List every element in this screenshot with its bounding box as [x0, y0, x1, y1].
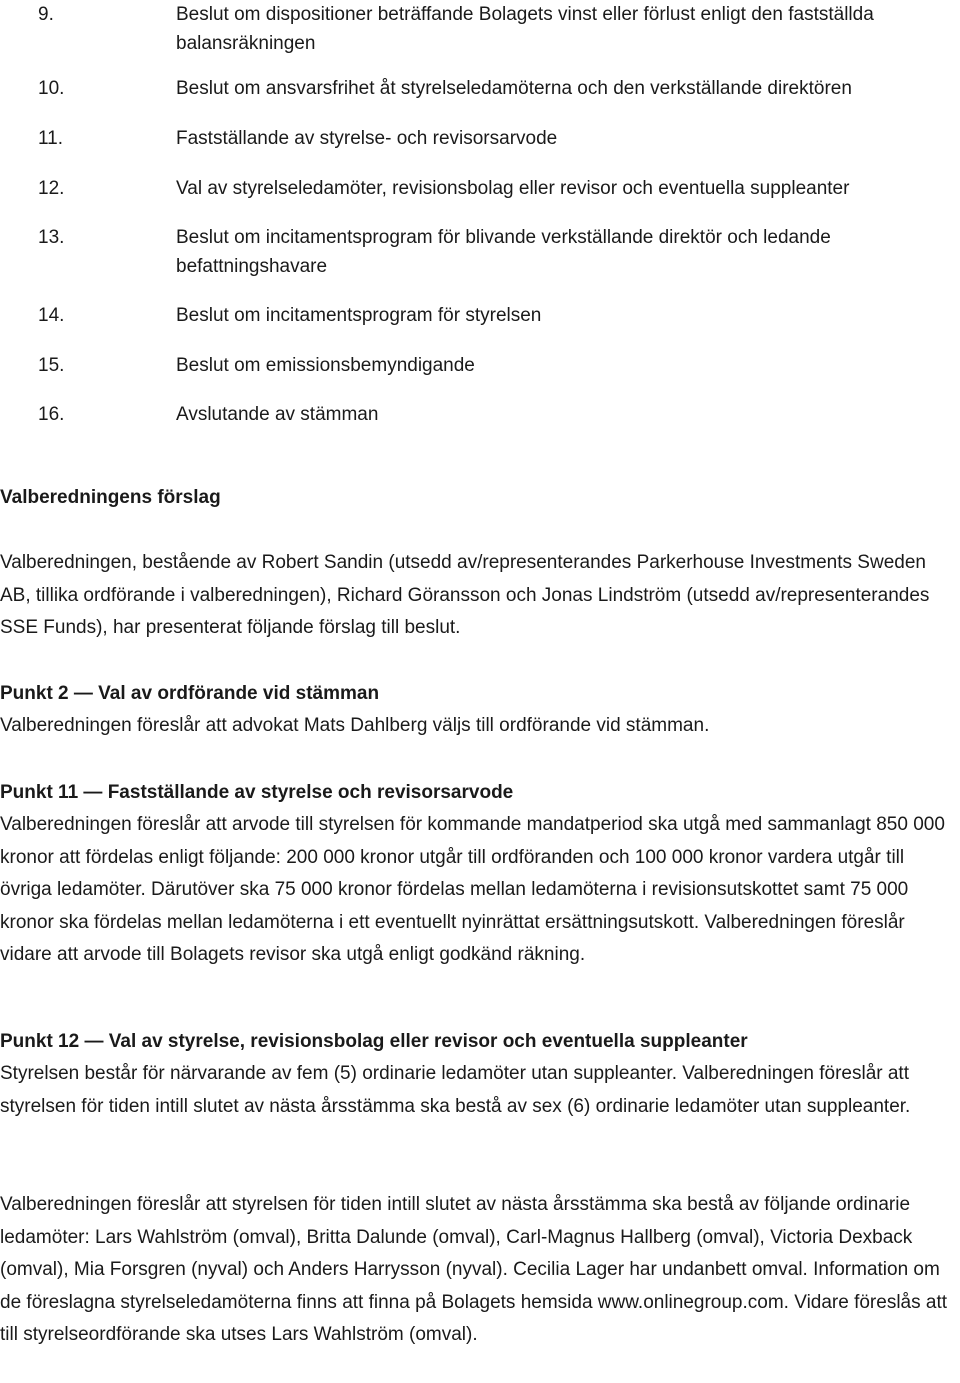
agenda-text: Beslut om incitamentsprogram för blivande verkställande direktör och ledande befattningshavare: [176, 227, 831, 277]
punkt11-heading: Punkt 11 — Fastställande av styrelse och revisorsarvode: [0, 782, 514, 803]
agenda-text: Beslut om emissionsbemyndigande: [176, 355, 475, 376]
agenda-number: 16.: [38, 404, 65, 425]
punkt12-heading: Punkt 12 — Val av styrelse, revisionsbolag eller revisor och eventuella suppleanter: [0, 1031, 748, 1052]
agenda-number: 13.: [38, 227, 65, 248]
agenda-number: 12.: [38, 178, 65, 199]
agenda-text: Fastställande av styrelse- och revisorsarvode: [176, 128, 558, 149]
punkt11-body: Valberedningen föreslår att arvode till styrelsen för kommande mandatperiod ska utgå med sammanlagt 850 000 kronor att fördelas enligt följande: 200 000 kronor utgår till ordföranden och 100 000 kronor vardera utgår till övriga ledamöter. Därutöver ska 75 000 kronor fördelas mellan ledamöterna i revisionsutskottet samt 75 000 kronor ska fördelas mellan ledamöterna i ett eventuellt nyinrättat ersättningsutskott. Valberedningen föreslår vidare att arvode till Bolagets revisor ska utgå enligt godkänd räkning.: [0, 814, 945, 965]
section-intro: Valberedningen, bestående av Robert Sandin (utsedd av/representerandes Parkerhouse Investments Sweden AB, tillika ordförande i valberedningen), Richard Göransson och Jonas Lindström (utsedd av/representerandes SSE Funds), har presenterat följande förslag till beslut.: [0, 552, 930, 638]
agenda-text: Beslut om ansvarsfrihet åt styrelseledamöterna och den verkställande direktören: [176, 78, 852, 99]
agenda-text: Beslut om dispositioner beträffande Bolagets vinst eller förlust enligt den fastställda balansräkningen: [176, 4, 874, 54]
section-title: Valberedningens förslag: [0, 487, 221, 508]
agenda-text: Avslutande av stämman: [176, 404, 379, 425]
agenda-text: Val av styrelseledamöter, revisionsbolag eller revisor och eventuella suppleanter: [176, 178, 850, 199]
punkt12-body-1: Styrelsen består för närvarande av fem (5) ordinarie ledamöter utan suppleanter. Valberedningen föreslår att styrelsen för tiden intill slutet av nästa årsstämma ska bestå av sex (6) ordinarie ledamöter utan suppleanter.: [0, 1063, 911, 1117]
agenda-number: 15.: [38, 355, 65, 376]
agenda-number: 14.: [38, 305, 65, 326]
agenda-text: Beslut om incitamentsprogram för styrelsen: [176, 305, 542, 326]
agenda-number: 9.: [38, 4, 54, 25]
punkt12-body-2: Valberedningen föreslår att styrelsen för tiden intill slutet av nästa årsstämma ska bestå av följande ordinarie ledamöter: Lars Wahlström (omval), Britta Dalunde (omval), Carl-Magnus Hallberg (omval), Victoria Dexback (omval), Mia Forsgren (nyval) och Anders Harrysson (nyval). Cecilia Lager har undanbett omval. Information om de föreslagna styrelseledamöterna finns att finna på Bolagets hemsida www.onlinegroup.com. Vidare föreslås att till styrelseordförande ska utses Lars Wahlström (omval).: [0, 1194, 948, 1345]
agenda-number: 11.: [38, 128, 64, 149]
punkt2-body: Valberedningen föreslår att advokat Mats Dahlberg väljs till ordförande vid stämman.: [0, 715, 710, 736]
agenda-number: 10.: [38, 78, 65, 99]
punkt2-heading: Punkt 2 — Val av ordförande vid stämman: [0, 683, 380, 704]
